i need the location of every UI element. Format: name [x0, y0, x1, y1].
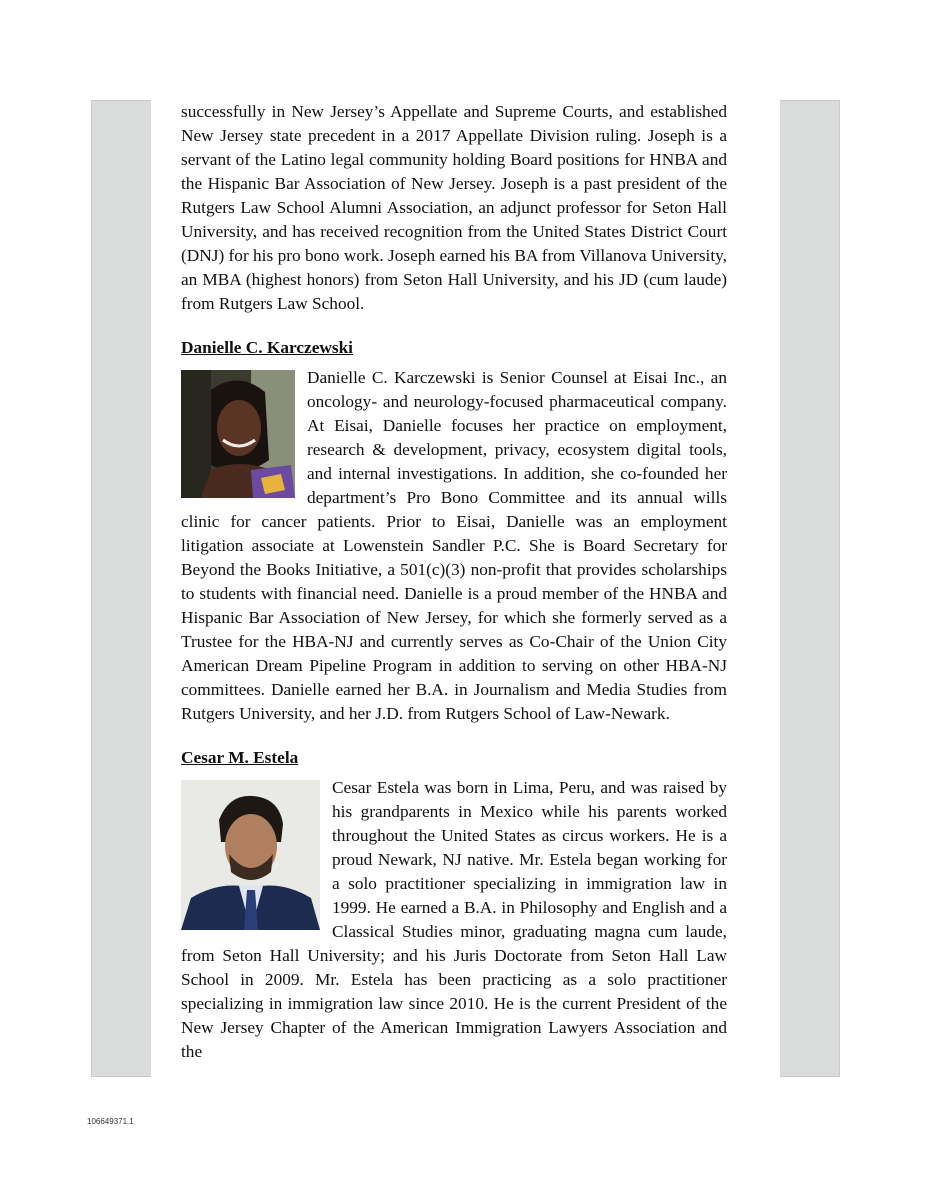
- bio-cesar-text: Cesar Estela was born in Lima, Peru, and was raised by his grandparents in Mexico while his parents worked throughout the United States as circus workers. He is a proud Newark, NJ native. Mr. Estela began working for a solo practitioner specializing in immigration law in 1999. He earned a B.A. in Philosophy and English and a Classical Studies minor, graduating magna cum laude, from Seton Hall University; and his Juris Doctorate from Seton Hall Law School in 2009. Mr. Estela has been practicing as a solo practitioner specializing in immigration law since 2010. He is the current President of the New Jersey Chapter of the American Immigration Lawyers Association and the: [181, 778, 727, 1061]
- danielle-photo: [181, 370, 295, 498]
- bio-cesar-name: Cesar M. Estela: [181, 748, 299, 767]
- bio-danielle-name: Danielle C. Karczewski: [181, 338, 353, 357]
- bio-joseph-text: successfully in New Jersey’s Appellate and Supreme Courts, and established New Jersey state precedent in a 2017 Appellate Division ruling. Joseph is a servant of the Latino legal community holding Board positions for HNBA and the Hispanic Bar Association of New Jersey. Joseph is a past president of the Rutgers Law School Alumni Association, an adjunct professor for Seton Hall University, and has received recognition from the United States District Court (DNJ) for his pro bono work. Joseph earned his BA from Villanova University, an MBA (highest honors) from Seton Hall University, and his JD (cum laude) from Rutgers Law School.: [181, 102, 727, 313]
- document-body: [181, 100, 727, 1064]
- bio-danielle-text: Danielle C. Karczewski is Senior Counsel at Eisai Inc., an oncology- and neurology-focused pharmaceutical company. At Eisai, Danielle focuses her practice on employment, research & development, privacy, ecosystem digital tools, and internal investigations. In addition, she co-founded her department’s Pro Bono Committee and its annual wills clinic for cancer patients. Prior to Eisai, Danielle was an employment litigation associate at Lowenstein Sandler P.C. She is Board Secretary for Beyond the Books Initiative, a 501(c)(3) non-profit that provides scholarships to students with financial need. Danielle is a proud member of the HNBA and Hispanic Bar Association of New Jersey, for which she formerly served as a Trustee for the HBA-NJ and currently serves as Co-Chair of the Union City American Dream Pipeline Program in addition to serving on other HBA-NJ committees. Danielle earned her B.A. in Journalism and Media Studies from Rutgers University, and her J.D. from Rutgers School of Law-Newark.: [181, 368, 727, 723]
- document-id-footer: 106649371.1: [87, 1117, 134, 1126]
- cesar-photo: [181, 780, 320, 930]
